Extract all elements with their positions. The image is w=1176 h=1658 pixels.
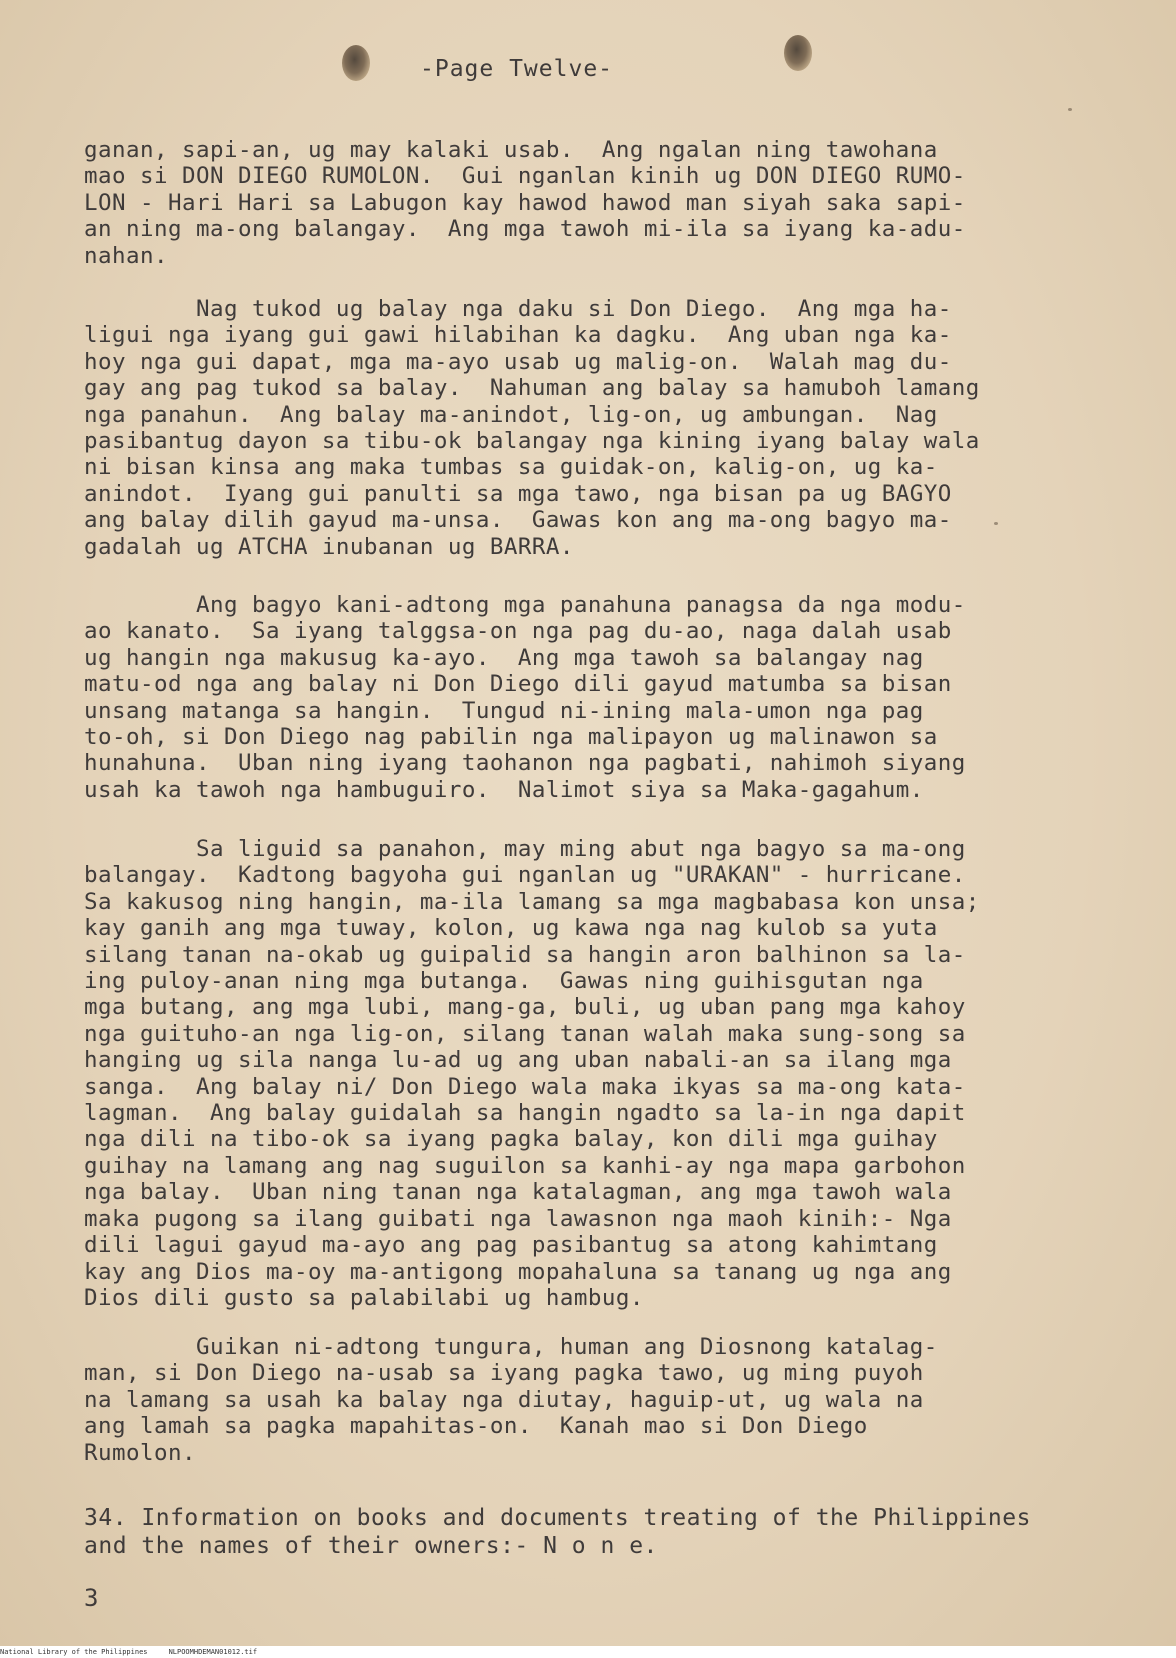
paragraph-1: ganan, sapi-an, ug may kalaki usab. Ang ngalan ning tawohana mao si DON DIEGO RUMOLON. Gui nganlan kinih ug DON DIEGO RUMO- LON - Hari Hari sa Labugon kay hawod hawod man siyah saka sapi- an ning ma-ong balangay. Ang mga tawoh mi-ila sa iyang ka-adu- nahan. <box>84 137 966 269</box>
page-header: -Page Twelve- <box>420 56 614 82</box>
paragraph-4: Sa liguid sa panahon, may ming abut nga bagyo sa ma-ong balangay. Kadtong bagyoha gui nganlan ug "URAKAN" - hurricane. Sa kakusog ning hangin, ma-ila lamang sa mga magbabasa kon unsa; kay ganih ang mga tuway, kolon, ug kawa nga nag kulob sa yuta silang tanan na-okab ug guipalid sa hangin aron balhinon sa la- ing puloy-anan ning mga butanga. Gawas ning guihisgutan nga mga butang, ang mga lubi, mang-ga, buli, ug uban pang mga kahoy nga guituho-an nga lig-on, silang tanan walah maka sung-song sa hanging ug sila nanga lu-ad ug ang uban nabali-an sa ilang mga sanga. Ang balay ni/ Don Diego wala maka ikyas sa ma-ong kata- lagman. Ang balay guidalah sa hangin ngadto sa la-in nga dapit nga dili na tibo-ok sa iyang pagka balay, kon dili mga guihay guihay na lamang ang nag suguilon sa kanhi-ay nga mapa garbohon nga balay. Uban ning tanan nga katalagman, ang mga tawoh wala maka pugong sa ilang guibati nga lawasnon nga maoh kinih:- Nga dili lagui gayud ma-ayo ang pag pasibantug sa atong kahimtang kay ang Dios ma-oy ma-antigong mopahaluna sa tanang ug nga ang Dios dili gusto sa palabilabi ug hambug. <box>84 836 980 1311</box>
paper-speck <box>1068 108 1072 111</box>
paragraph-2: Nag tukod ug balay nga daku si Don Diego. Ang mga ha- ligui nga iyang gui gawi hilabihan ka dagku. Ang uban nga ka- hoy nga gui dapat, mga ma-ayo usab ug malig-on. Walah mag du- gay ang pag tukod sa balay. Nahuman ang balay sa hamuboh lamang nga panahun. Ang balay ma-anindot, lig-on, ug ambungan. Nag pasibantug dayon sa tibu-ok balangay nga kining iyang balay wala ni bisan kinsa ang maka tumbas sa guidak-on, kalig-on, ug ka- anindot. Iyang gui panulti sa mga tawo, nga bisan pa ug BAGYO ang balay dilih gayud ma-unsa. Gawas kon ang ma-ong bagyo ma- gadalah ug ATCHA inubanan ug BARRA. <box>84 296 980 560</box>
page-number: 3 <box>84 1584 99 1612</box>
punch-hole-right <box>784 35 812 71</box>
paragraph-5: Guikan ni-adtong tungura, human ang Diosnong katalag- man, si Don Diego na-usab sa iyang pagka tawo, ug ming puyoh na lamang sa usah ka balay nga diutay, haguip-ut, ug wala na ang lamah sa pagka mapahitas-on. Kanah mao si Don Diego Rumolon. <box>84 1334 938 1466</box>
paragraph-3: Ang bagyo kani-adtong mga panahuna panagsa da nga modu- ao kanato. Sa iyang talggsa-on nga pag du-ao, naga dalah usab ug hangin nga makusug ka-ayo. Ang mga tawoh sa balangay nag matu-od nga ang balay ni Don Diego dili gayud matumba sa bisan unsang matanga sa hangin. Tungud ni-ining mala-umon nga pag to-oh, si Don Diego nag pabilin nga malipayon ug malinawon sa hunahuna. Uban ning iyang taohanon nga pagbati, nahimoh siyang usah ka tawoh nga hambuguiro. Nalimot siya sa Maka-gagahum. <box>84 592 966 803</box>
punch-hole-left <box>342 45 370 81</box>
scan-footer: National Library of the Philippines NLPOOMHDEMAN01012.tif <box>0 1646 1176 1658</box>
item-34: 34. Information on books and documents treating of the Philippines and the names of their owners:- N o n e. <box>84 1505 1031 1559</box>
